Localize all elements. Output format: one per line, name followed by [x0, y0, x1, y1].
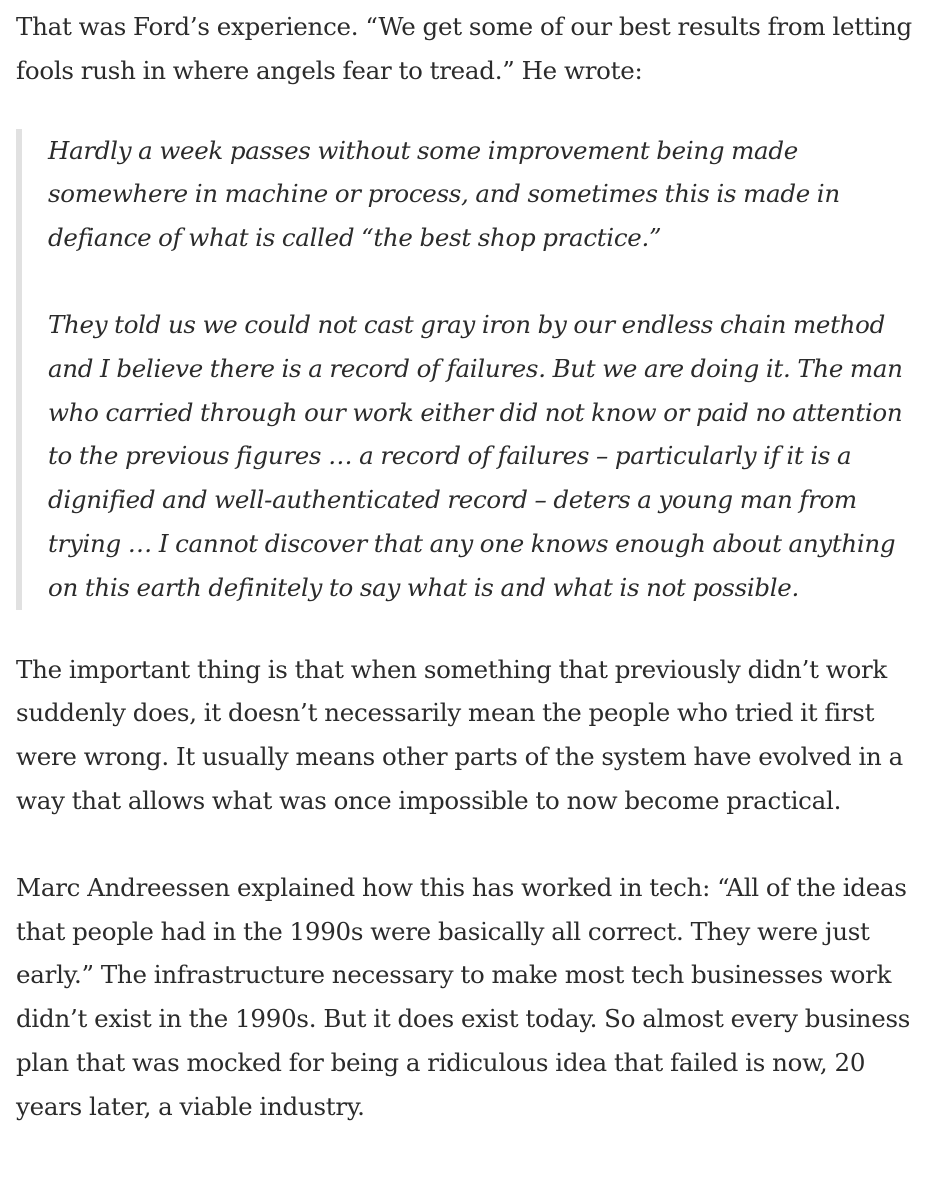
intro-paragraph: That was Ford’s experience. “We get some of our best results from letting fools rush in where angels fear to tread.” He wrote: — [16, 12, 912, 85]
andreessen-paragraph: Marc Andreessen explained how this has worked in tech: “All of the ideas that people had in the 1990s were basically all correct. They were just early.” The infrastructure necessary to make most tech businesses work didn’t exist in the 1990s. But it does exist today. So almost every business plan that was mocked for being a ridiculous idea that failed is now, 20 years later, a viable industry. — [16, 872, 911, 1121]
blockquote-paragraph-2: They told us we could not cast gray iron by our endless chain method and I believe there is a record of failures. But we are doing it. The man who carried through our work either did not know or paid no attention to the previous figures … a record of failures – particularly if it is a dignified and well-authenticated record – deters a young man from trying … I cannot discover that any one knows enough about anything on this earth definitely to say what is and what is not possible. — [48, 309, 903, 602]
important-thing-paragraph: The important thing is that when something that previously didn’t work suddenly does, it doesn’t necessarily mean the people who tried it first were wrong. It usually means other parts of the system have evolved in a way that allows what was once impossible to now become practical. — [16, 654, 903, 815]
article-body — [16, 5, 921, 1129]
ford-blockquote — [16, 129, 921, 610]
blockquote-paragraph-1: Hardly a week passes without some improvement being made somewhere in machine or process, and sometimes this is made in defiance of what is called “the best shop practice.” — [48, 135, 840, 253]
